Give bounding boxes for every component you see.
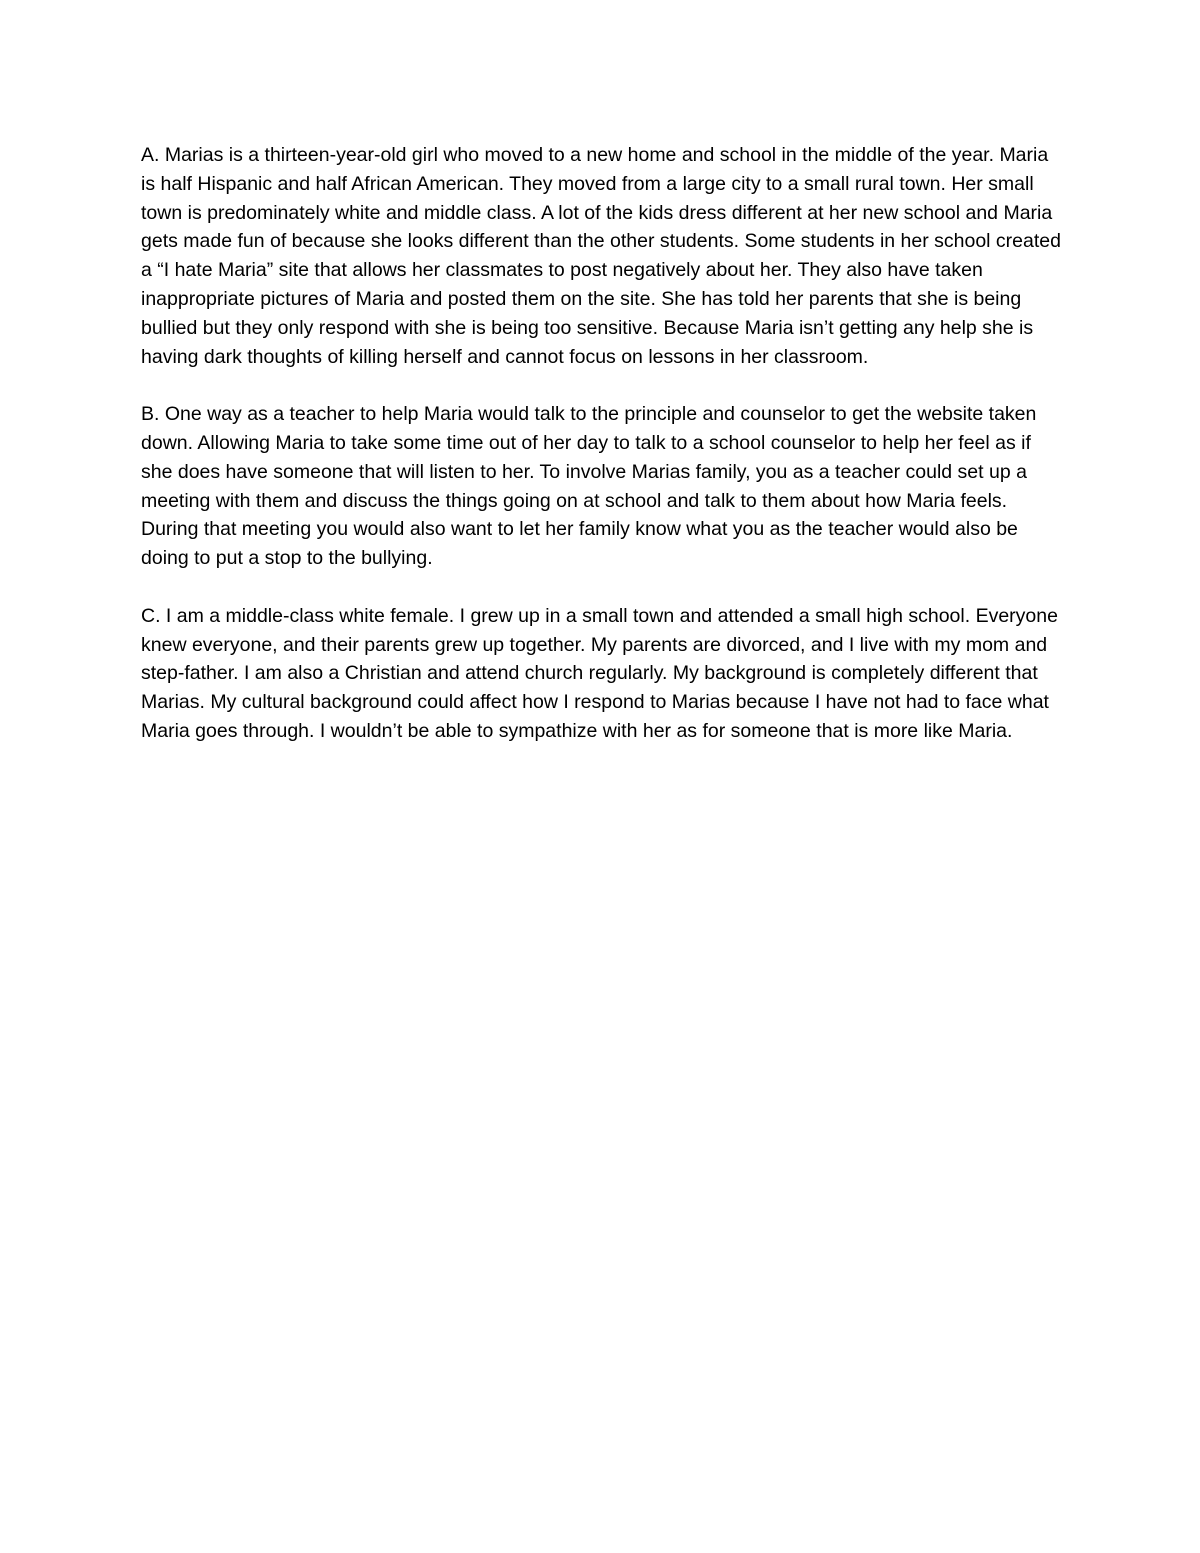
paragraph-a: A. Marias is a thirteen-year-old girl who moved to a new home and school in the middle of the year. Maria is half Hispanic and half African American. They moved from a large city to a small rural town. Her small town is predominately white and middle class. A lot of the kids dress different at her new school and Maria gets made fun of because she looks different than the other students. Some students in her school created a “I hate Maria” site that allows her classmates to post negatively about her. They also have taken inappropriate pictures of Maria and posted them on the site. She has told her parents that she is being bullied but they only respond with she is being too sensitive. Because Maria isn’t getting any help she is having dark thoughts of killing herself and cannot focus on lessons in her classroom. [141,144,1061,368]
paragraph-b: B. One way as a teacher to help Maria would talk to the principle and counselor to get the website taken down. Allowing Maria to take some time out of her day to talk to a school counselor to help her feel as if she does have someone that will listen to her. To involve Marias family, you as a teacher could set up a meeting with them and discuss the things going on at school and talk to them about how Maria feels. During that meeting you would also want to let her family know what you as the teacher would also be doing to put a stop to the bullying. [141,403,1037,570]
document-body [141,141,1061,746]
paragraph-c: C. I am a middle-class white female. I grew up in a small town and attended a small high school. Everyone knew everyone, and their parents grew up together. My parents are divorced, and I live with my mom and step-father. I am also a Christian and attend church regularly. My background is completely different that Marias. My cultural background could affect how I respond to Marias because I have not had to face what Maria goes through. I wouldn’t be able to sympathize with her as for someone that is more like Maria. [141,604,1058,742]
